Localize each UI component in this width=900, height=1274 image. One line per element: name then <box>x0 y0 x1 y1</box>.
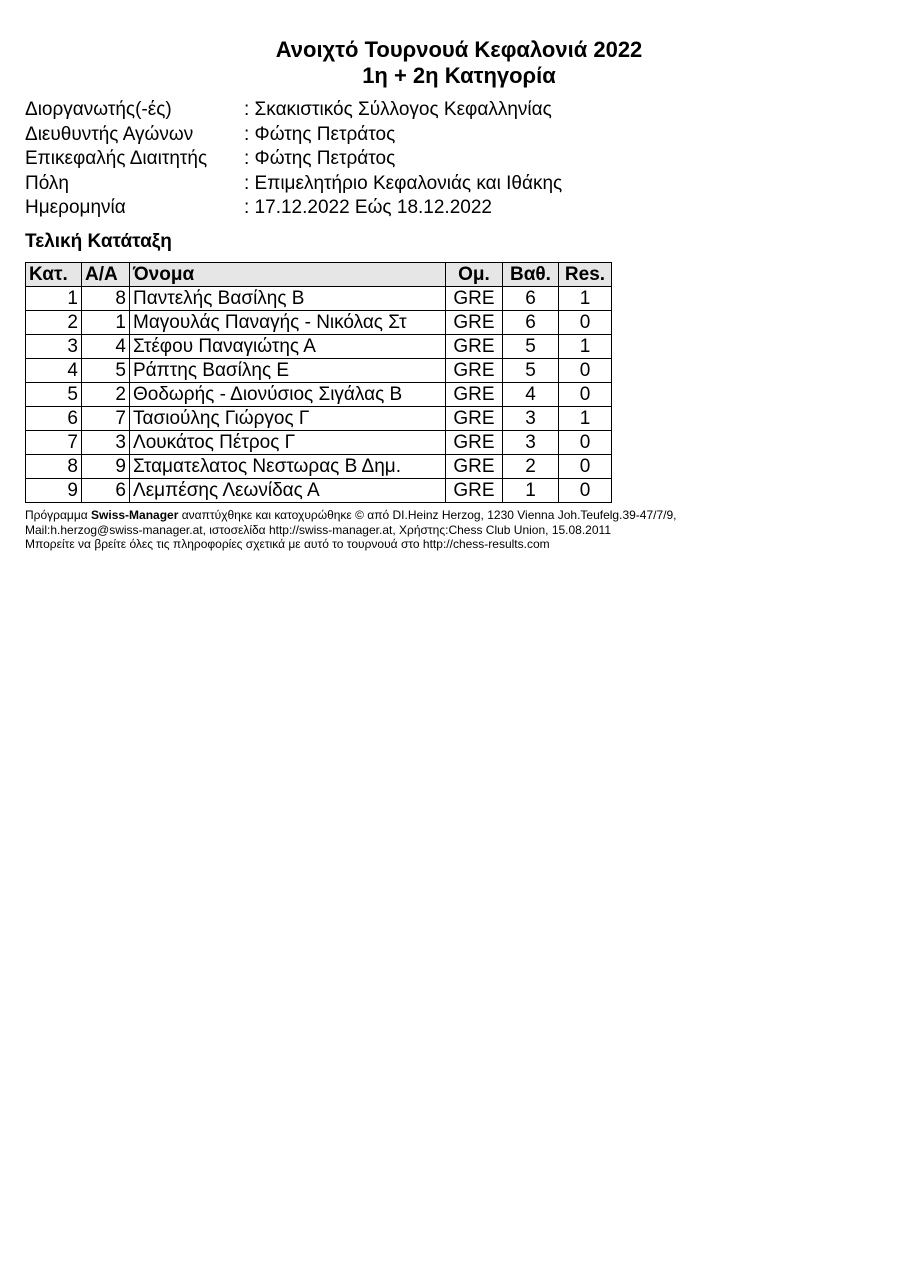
player-name-cell: Θοδωρής - Διονύσιος Σιγάλας Β <box>130 383 446 407</box>
info-value: : Φώτης Πετράτος <box>244 123 396 145</box>
footer-line-2: Mail:h.herzog@swiss-manager.at, ιστοσελίδα http://swiss-manager.at, Χρήστης:Chess Club Union, 15.08.2011 <box>25 522 611 537</box>
rank-cell: 9 <box>26 479 82 503</box>
start-no-cell: 4 <box>82 335 130 359</box>
rank-cell: 3 <box>26 335 82 359</box>
table-row <box>26 431 612 455</box>
footer-prefix: Πρόγραμμα <box>25 508 92 522</box>
player-name-cell: Μαγουλάς Παναγής - Νικόλας Στ <box>130 311 446 335</box>
start-no-cell: 6 <box>82 479 130 503</box>
info-value: : 17.12.2022 Εώς 18.12.2022 <box>244 197 492 218</box>
footer <box>25 508 795 552</box>
info-value: : Σκακιστικός Σύλλογος Κεφαλληνίας <box>244 99 552 120</box>
points-cell: 3 <box>503 407 559 431</box>
player-name-cell: Σταματελατος Νεστωρας Β Δημ. <box>130 455 446 479</box>
player-name-cell: Ράπτης Βασίλης Ε <box>130 359 446 383</box>
document-title: Ανοιχτό Τουρνουά Κεφαλονιά 2022 <box>275 37 643 62</box>
player-name-cell: Τασιούλης Γιώργος Γ <box>130 407 446 431</box>
start-no-cell: 8 <box>82 287 130 311</box>
footer-line-1 <box>25 508 795 523</box>
res-cell: 0 <box>559 359 612 383</box>
federation-cell: GRE <box>446 311 503 335</box>
info-row-organizer <box>25 98 562 123</box>
info-value: : Φώτης Πετράτος <box>244 148 396 169</box>
player-name-cell: Στέφου Παναγιώτης Α <box>130 335 446 359</box>
res-cell: 1 <box>559 287 612 311</box>
player-name-cell: Λουκάτος Πέτρος Γ <box>130 431 446 455</box>
footer-line-3: Μπορείτε να βρείτε όλες τις πληροφορίες σχετικά με αυτό το τουρνουά στο http://chess-results.com <box>25 537 550 551</box>
col-header-points: Βαθ. <box>503 263 559 287</box>
table-row <box>26 383 612 407</box>
points-cell: 5 <box>503 335 559 359</box>
rank-cell: 1 <box>26 287 82 311</box>
res-cell: 0 <box>559 479 612 503</box>
table-row <box>26 287 612 311</box>
points-cell: 2 <box>503 455 559 479</box>
rank-cell: 2 <box>26 311 82 335</box>
info-row-chief-arbiter <box>25 147 562 172</box>
player-name-cell: Λεμπέσης Λεωνίδας Α <box>130 479 446 503</box>
footer-program-name: Swiss-Manager <box>91 508 179 522</box>
federation-cell: GRE <box>446 455 503 479</box>
rank-cell: 7 <box>26 431 82 455</box>
info-label: Διευθυντής Αγώνων <box>25 123 194 145</box>
points-cell: 5 <box>503 359 559 383</box>
col-header-name: Όνομα <box>130 263 446 287</box>
federation-cell: GRE <box>446 383 503 407</box>
res-cell: 0 <box>559 383 612 407</box>
table-row <box>26 359 612 383</box>
info-label: Επικεφαλής Διαιτητής <box>25 148 208 169</box>
federation-cell: GRE <box>446 359 503 383</box>
start-no-cell: 9 <box>82 455 130 479</box>
res-cell: 0 <box>559 311 612 335</box>
col-header-res: Res. <box>559 263 612 287</box>
rank-cell: 5 <box>26 383 82 407</box>
standings-body <box>26 287 612 503</box>
info-label: Διοργανωτής(-ές) <box>25 99 172 120</box>
start-no-cell: 7 <box>82 407 130 431</box>
res-cell: 1 <box>559 407 612 431</box>
start-no-cell: 1 <box>82 311 130 335</box>
col-header-rank: Κατ. <box>26 263 82 287</box>
federation-cell: GRE <box>446 335 503 359</box>
table-row <box>26 311 612 335</box>
info-value: : Επιμελητήριο Κεφαλονιάς και Ιθάκης <box>244 172 563 194</box>
start-no-cell: 5 <box>82 359 130 383</box>
points-cell: 1 <box>503 479 559 503</box>
start-no-cell: 3 <box>82 431 130 455</box>
player-name-cell: Παντελής Βασίλης Β <box>130 287 446 311</box>
federation-cell: GRE <box>446 407 503 431</box>
points-cell: 4 <box>503 383 559 407</box>
points-cell: 3 <box>503 431 559 455</box>
standings-table <box>25 262 612 503</box>
info-row-director <box>25 123 562 148</box>
rank-cell: 6 <box>26 407 82 431</box>
start-no-cell: 2 <box>82 383 130 407</box>
col-header-federation: Ομ. <box>446 263 503 287</box>
table-row <box>26 407 612 431</box>
info-label: Πόλη <box>25 172 69 194</box>
res-cell: 1 <box>559 335 612 359</box>
points-cell: 6 <box>503 311 559 335</box>
table-row <box>26 335 612 359</box>
rank-cell: 8 <box>26 455 82 479</box>
info-label: Ημερομηνία <box>25 197 126 218</box>
res-cell: 0 <box>559 431 612 455</box>
tournament-info <box>25 98 562 221</box>
col-header-start-no: Α/Α <box>82 263 130 287</box>
rank-cell: 4 <box>26 359 82 383</box>
res-cell: 0 <box>559 455 612 479</box>
points-cell: 6 <box>503 287 559 311</box>
info-row-city <box>25 172 562 197</box>
info-row-date <box>25 196 562 221</box>
federation-cell: GRE <box>446 431 503 455</box>
document-subtitle: 1η + 2η Κατηγορία <box>362 63 556 88</box>
federation-cell: GRE <box>446 479 503 503</box>
table-header-row <box>26 263 612 287</box>
federation-cell: GRE <box>446 287 503 311</box>
footer-line-1-rest: αναπτύχθηκε και κατοχυρώθηκε © από DI.Heinz Herzog, 1230 Vienna Joh.Teufelg.39-47/7/9, <box>178 508 677 522</box>
table-row <box>26 455 612 479</box>
section-title: Τελική Κατάταξη <box>25 231 172 252</box>
table-row <box>26 479 612 503</box>
